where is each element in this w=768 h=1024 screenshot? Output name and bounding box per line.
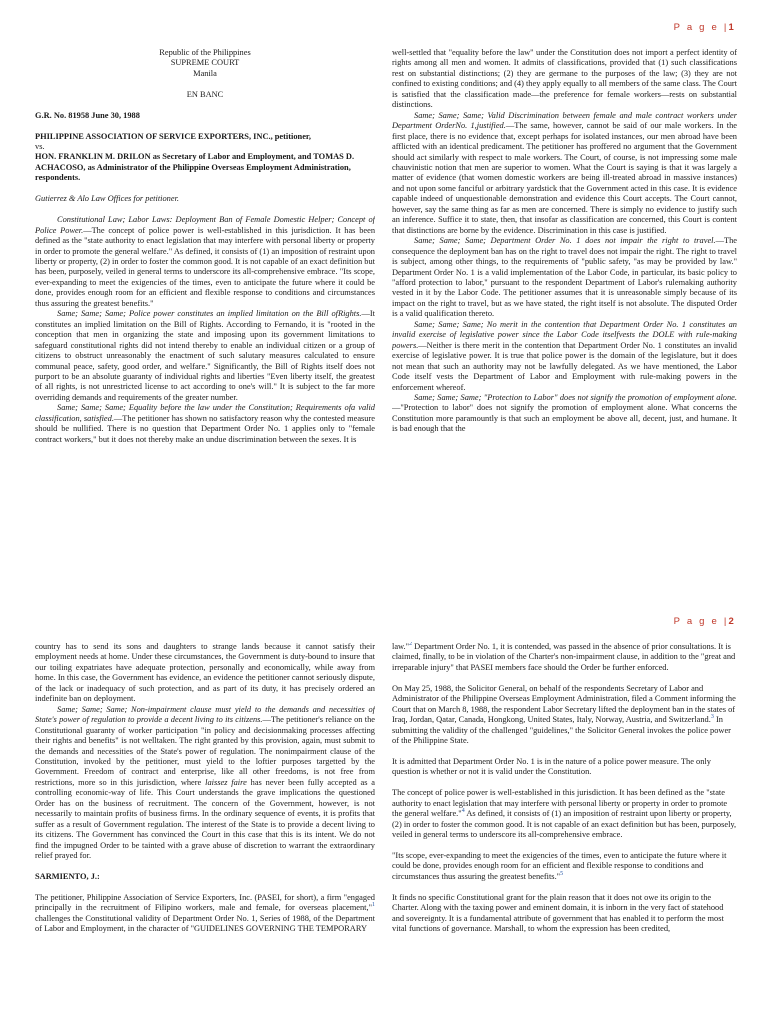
footnote-link[interactable]: 1 bbox=[372, 902, 375, 909]
versus-line: vs. bbox=[35, 142, 45, 152]
syllabus-3-heading: Same; Same; Same; Equality before the law under the Constitution; Requirements ofa valid classification, satisfied. bbox=[35, 403, 375, 423]
syllabus-3-text: —The petitioner has shown no satisfactory reason why the contested measure should be nullified. There is no question that Department Order No. 1 applies only to "female contract workers," but it does not thereby make an undue discrimination between the sexes. It is bbox=[35, 413, 375, 444]
syllabus-4-heading: Same; Same; Same; Valid Discrimination between female and male contract workers under Department OrderNo. 1,justified. bbox=[392, 110, 737, 131]
syllabus-8 bbox=[35, 705, 375, 862]
syllabus-8-laissez-faire: laissez faire bbox=[205, 777, 247, 787]
syllabus-3 bbox=[35, 403, 375, 445]
page-number bbox=[674, 22, 736, 33]
syllabus-6-heading: Same; Same; Same; No merit in the contention that Department Order No. 1 constitutes an invalid exercise of legislative power since the Labor Code itselfvests the DOLE with rule-making powers. bbox=[392, 319, 737, 350]
page-2 bbox=[0, 612, 768, 1024]
opinion-paragraph-5 bbox=[392, 851, 737, 882]
page-1-left-column bbox=[35, 48, 375, 556]
footnote-link[interactable]: 3 bbox=[710, 714, 714, 721]
syllabus-4 bbox=[392, 111, 737, 236]
syllabus-7-continued: country has to send its sons and daughters to strange lands because it cannot satisfy their employment needs at home. Under these circumstances, the Government is duty-bound to insure that our toiling expatriates have adequate protection, personally and economically, while away from home. In this case, the Government has evidence, an evidence the petitioner cannot seriously dispute, of the lack or inadequacy of such protection, and as part of its duty, it has precisely ordered an indefinite ban on deployment. bbox=[35, 642, 375, 704]
continued-text-b: Department Order No. 1, it is contended, was passed in the absence of prior consultations. It is claimed, finally, to be in violation of the Charter's non-impairment clause, in addition to the "great and irreparable injury" that PASEI members face should the Order be further enforced. bbox=[392, 642, 736, 672]
syllabus-2-text: —It constitutes an implied limitation on the Bill of Rights. According to Fernando, it is "rooted in the conception that men in organizing the state and imposing upon its government limitations to safeguard constitutional rights did not intend thereby to enable an individual citizen or a group of citizens to obstruct unreasonably the enactment of such salutary measures calculated to ensure communal peace, safety, good order, and welfare." Significantly, the Bill of Rights itself does not purport to be an absolute guaranty of individual rights and liberties "Even liberty itself, the greatest of all rights, is not unrestricted license to act according to one's will." It is subject to the far more overriding demands and requirements of the greater number. bbox=[35, 309, 375, 402]
syllabus-4-text: —The same, however, cannot be said of our male workers. In the first place, there is no evidence that, except perhaps for isolated instances, our men abroad have been afflicted with an identical predicament. The petitioner has proffered no argument that the Government should act similarly with respect to male workers. The Court, of course, is not impressing some male chauvinistic notion that men are superior to women. What the Court is saying is that it was largely a matter of evidence (that women domestic workers are being ill-treated abroad in massive instances) and not upon some fanciful or arbitrary yardstick that the Government acted in this case. It is evidence capable indeed of unquestionable demonstration and evidence this Court accepts. The Court cannot, however, say the same thing as far as men are concerned. There is simply no evidence to justify such an inference. Suffice it to state, then, that insofar as classification are concerned, this Court is content that distinctions are borne by the evidence. Discrimination in this case is justified. bbox=[392, 121, 737, 235]
page-number bbox=[674, 616, 736, 627]
header-city: Manila bbox=[193, 68, 217, 78]
page-number-value: 2 bbox=[728, 616, 736, 627]
page-2-right-column bbox=[392, 642, 737, 1024]
petitioner-line: PHILIPPINE ASSOCIATION OF SERVICE EXPORTERS, INC., petitioner, bbox=[35, 131, 311, 141]
header-court: SUPREME COURT bbox=[170, 58, 240, 68]
paragraph-4-text-b: As defined, it consists of (1) an imposition of restraint upon liberty or property, (2) in order to foster the common good. It is not capable of an exact definition but has been, purposely, veiled in general terms to underscore its all-comprehensive embrace. bbox=[392, 809, 737, 840]
footnote-link[interactable]: 2 bbox=[409, 642, 413, 648]
header-republic: Republic of the Philippines bbox=[159, 48, 251, 57]
page-number-separator: | bbox=[723, 616, 729, 627]
paragraph-5-text: "Its scope, ever-expanding to meet the exigencies of the times, even to anticipate the future where it could be done, provides enough room for an efficient and flexible response to conditions and circumstances thus assuring the greatest benefits." bbox=[392, 851, 727, 881]
opinion-paragraph-2 bbox=[392, 684, 737, 747]
opinion-paragraph-3: It is admitted that Department Order No. 1 is in the nature of a police power measure. The only question is whether or not it is valid under the Constitution. bbox=[392, 756, 711, 777]
opinion-paragraph-4 bbox=[392, 788, 737, 840]
footnote-link[interactable]: 4 bbox=[461, 808, 465, 815]
continued-text-a: law." bbox=[392, 642, 410, 651]
ponente: SARMIENTO, J.: bbox=[35, 871, 100, 881]
opinion-paragraph-1-continued bbox=[392, 642, 737, 673]
footnote-link[interactable]: 5 bbox=[560, 871, 564, 878]
counsel-line: Gutierrez & Alo Law Offices for petitioner. bbox=[35, 194, 180, 204]
paragraph-4-text-a: The concept of police power is well-established in this jurisdiction. It has been defined as the "state authority to enact legislation that may interfere with personal liberty or property in order to promote the general welfare." bbox=[392, 788, 728, 819]
syllabus-8-text-a: —The petitioner's reliance on the Constitutional guaranty of worker participation "in policy and decisionmaking processes affecting their rights and benefits" is not welltaken. The right granted by this provision, again, must submit to the demands and necessities of the State's power of regulation. The nonimpairment clause of the Constitution, invoked by the petitioner, must yield to the loftier purposes targetted by the Government. Freedom of contract and enterprise, like all other freedoms, is not free from restrictions, more so in this jurisdiction, where bbox=[35, 715, 375, 787]
syllabus-1-heading: Constitutional Law; Labor Laws: Deployment Ban of Female Domestic Helper; Concept of Police Power. bbox=[35, 215, 375, 235]
page-1-right-column bbox=[392, 48, 737, 556]
page-number-value: 1 bbox=[728, 22, 736, 33]
syllabus-7-text: —"Protection to labor" does not signify the promotion of employment alone. What concerns the Constitution more paramountly is that such an employment be above all, decent, just, and humane. It is bad enough that the bbox=[392, 403, 737, 434]
opinion-paragraph-6: It finds no specific Constitutional grant for the plain reason that it does not owe its origin to the Charter. Along with the taxing power and eminent domain, it is inborn in the very fact of statehood and sovereignty. It is a fundamental attribute of government that has enabled it to perform the most vital functions of governance. Marshall, to whom the expression has been credited, bbox=[392, 892, 724, 934]
syllabus-1 bbox=[35, 215, 375, 309]
syllabus-6 bbox=[392, 320, 737, 393]
syllabus-8-heading: Same; Same; Same; Non-impairment clause must yield to the demands and necessities of State's power of regulation to provide a decent living to its citizens. bbox=[35, 704, 375, 725]
page-number-label: P a g e bbox=[673, 616, 719, 627]
syllabus-1-text: —The concept of police power is well-established in this jurisdiction. It has been defined as the "state authority to enact legislation that may interfere with personal liberty or property in order to promote the general welfare." As defined, it consists of (1) an imposition of restraint upon liberty or property, (2) in order to foster the common good. It is not capable of an exact definition but has been, purposely, veiled in general terms to underscore its all-comprehensive embrace. "Its scope, ever-expanding to meet the exigencies of the times, even to anticipate the future where it could be done, provides enough room for an efficient and flexible response to conditions and circumstances thus assuring the greatest benefits." bbox=[35, 225, 375, 308]
paragraph-2-text-b: In submitting the validity of the challenged "guidelines," the Solicitor General invokes the police power of the Philippine State. bbox=[392, 715, 731, 746]
syllabus-6-text: —Neither is there merit in the contention that Department Order No. 1 constitutes an invalid exercise of legislative power. It is true that police power is the domain of the legislature, but it does not mean that such an authority may not be lawfully delegated. As we have mentioned, the Labor Code itself vests the Department of Labor and Employment with rule-making powers in the enforcement whereof. bbox=[392, 340, 737, 392]
syllabus-7-heading: Same; Same; Same; "Protection to Labor" does not signify the promotion of employment alone. bbox=[414, 392, 737, 402]
en-banc-heading: EN BANC bbox=[186, 89, 224, 99]
paragraph-2-text-a: On May 25, 1988, the Solicitor General, on behalf of the respondents Secretary of Labor and Administrator of the Philippine Overseas Employment Administration, filed a Comment informing the Court that on March 8, 1988, the respondent Labor Secretary lifted the deployment ban in the states of Iraq, Jordan, Qatar, Canada, Hongkong, United States, Italy, Norway, Austria, and Switzerland. bbox=[392, 683, 736, 725]
syllabus-5 bbox=[392, 236, 737, 320]
syllabus-2 bbox=[35, 309, 375, 403]
syllabus-2-heading: Same; Same; Same; Police power constitutes an implied limitation on the Bill ofRights. bbox=[57, 309, 362, 319]
page-2-left-column bbox=[35, 642, 375, 1024]
page-number-separator: | bbox=[723, 22, 729, 33]
syllabus-3-continued: well-settled that "equality before the law" under the Constitution does not import a perfect identity of rights among all men and women. It admits of classifications, provided that (1) such classifications rest on substantial distinctions; (2) they are germane to the purposes of the law; (3) they are not confined to existing conditions; and (4) they apply equally to all members of the same class. The Court is satisfied that the classification made—the preference for female workers—rests on substantial distinctions. bbox=[392, 48, 737, 110]
page-number-label: P a g e bbox=[673, 22, 719, 33]
opinion-paragraph-1-text-b: challenges the Constitutional validity of Department Order No. 1, Series of 1988, of the Department of Labor and Employment, in the character of "GUIDELINES GOVERNING THE TEMPORARY bbox=[35, 913, 375, 934]
case-number: G.R. No. 81958 June 30, 1988 bbox=[35, 110, 140, 120]
syllabus-8-text-b: has never been fully accepted as a controlling economic-way of life. This Court understands the grave implications the questioned Order has on the business of recruitment. The concern of the Government, however, is not necessarily to maintain profits of business firms. In the ordinary sequence of events, it is profits that suffer as a result of Government regulation. The interest of the State is to provide a decent living to its citizens. The Government has convinced the Court in this case that this is its intent. We do not find the impugned Order to be tainted with a grave abuse of discretion to warrant the extraordinary relief prayed for. bbox=[35, 777, 375, 861]
syllabus-5-text: —The consequence the deployment ban has on the right to travel does not impair the right. The right to travel is subject, among other things, to the requirements of "public safety, "as may be provided by law." Department Order No. 1 is a valid implementation of the Labor Code, in particular, its basic policy to "afford protection to labor," pursuant to the respondent Department of Labor's rulemaking authority vested in it by the Labor Code. The petitioner assumes that it is unreasonable simply because of its impact on the right to travel, but as we have stated, the right itself is not absolute. The disputed Order is a valid qualification thereto. bbox=[392, 236, 737, 319]
opinion-paragraph-1-text-a: The petitioner, Philippine Association of Service Exporters, Inc. (PASEI, for short), a firm "engaged principally in the recruitment of Filipino workers, male and female, for overseas placement," bbox=[35, 892, 375, 913]
syllabus-5-heading: Same; Same; Same; Department Order No. 1 does not impair the right to travel. bbox=[414, 236, 716, 246]
respondents-line: HON. FRANKLIN M. DRILON as Secretary of Labor and Employment, and TOMAS D. ACHACOSO, as Administrator of the Philippine Overseas Employment Administration, respondents. bbox=[35, 152, 355, 183]
syllabus-7 bbox=[392, 393, 737, 435]
opinion-paragraph-1 bbox=[35, 893, 375, 935]
